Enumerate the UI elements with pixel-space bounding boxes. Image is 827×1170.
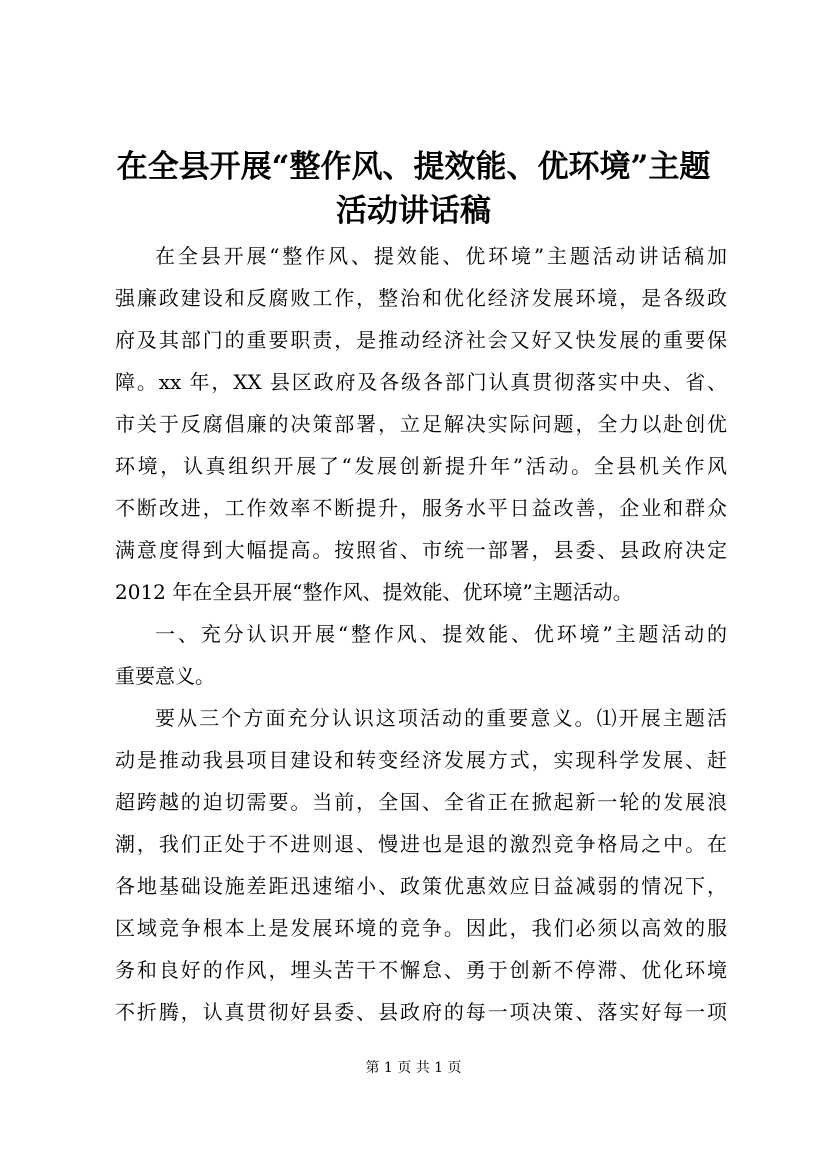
paragraph-line: 超跨越的迫切需要。当前，全国、全省正在掀起新一轮的发展浪 xyxy=(115,790,727,814)
paragraph-line: 各地基础设施差距迅速缩小、政策优惠效应日益减弱的情况下， xyxy=(115,874,727,898)
paragraph-line: 府及其部门的重要职责，是推动经济社会又好又快发展的重要保 xyxy=(115,328,727,352)
paragraph-line: 在全县开展“整作风、提效能、优环境”主题活动讲话稿加 xyxy=(155,244,727,268)
section-heading-line: 重要意义。 xyxy=(115,664,215,688)
section-heading-line: 一、充分认识开展“整作风、提效能、优环境”主题活动的 xyxy=(155,622,727,646)
paragraph-line: 障。xx 年，XX 县区政府及各级各部门认真贯彻落实中央、省、 xyxy=(115,370,727,394)
paragraph-line: 务和良好的作风，埋头苦干不懈怠、勇于创新不停滞、优化环境 xyxy=(115,958,727,982)
paragraph-line: 动是推动我县项目建设和转变经济发展方式，实现科学发展、赶 xyxy=(115,748,727,772)
paragraph-line: 不折腾，认真贯彻好县委、县政府的每一项决策、落实好每一项 xyxy=(115,1000,727,1024)
document-title-line-1: 在全县开展“整作风、提效能、优环境”主题 xyxy=(116,149,711,185)
paragraph-line: 要从三个方面充分认识这项活动的重要意义。⑴开展主题活 xyxy=(155,706,727,730)
paragraph-line: 环境，认真组织开展了“发展创新提升年”活动。全县机关作风 xyxy=(115,454,727,478)
paragraph-line: 不断改进，工作效率不断提升，服务水平日益改善，企业和群众 xyxy=(115,496,727,520)
page-footer: 第 1 页 共 1 页 xyxy=(365,1060,462,1076)
paragraph-line: 强廉政建设和反腐败工作，整治和优化经济发展环境，是各级政 xyxy=(115,286,727,310)
paragraph-line: 潮，我们正处于不进则退、慢进也是退的激烈竞争格局之中。在 xyxy=(115,832,727,856)
paragraph-line: 区域竞争根本上是发展环境的竞争。因此，我们必须以高效的服 xyxy=(115,916,727,940)
paragraph-line: 市关于反腐倡廉的决策部署，立足解决实际问题，全力以赴创优 xyxy=(115,412,727,436)
paragraph-line: 满意度得到大幅提高。按照省、市统一部署，县委、县政府决定 xyxy=(115,538,727,562)
document-title-line-2: 活动讲话稿 xyxy=(336,193,491,229)
paragraph-line: 2012 年在全县开展“整作风、提效能、优环境”主题活动。 xyxy=(115,580,633,604)
